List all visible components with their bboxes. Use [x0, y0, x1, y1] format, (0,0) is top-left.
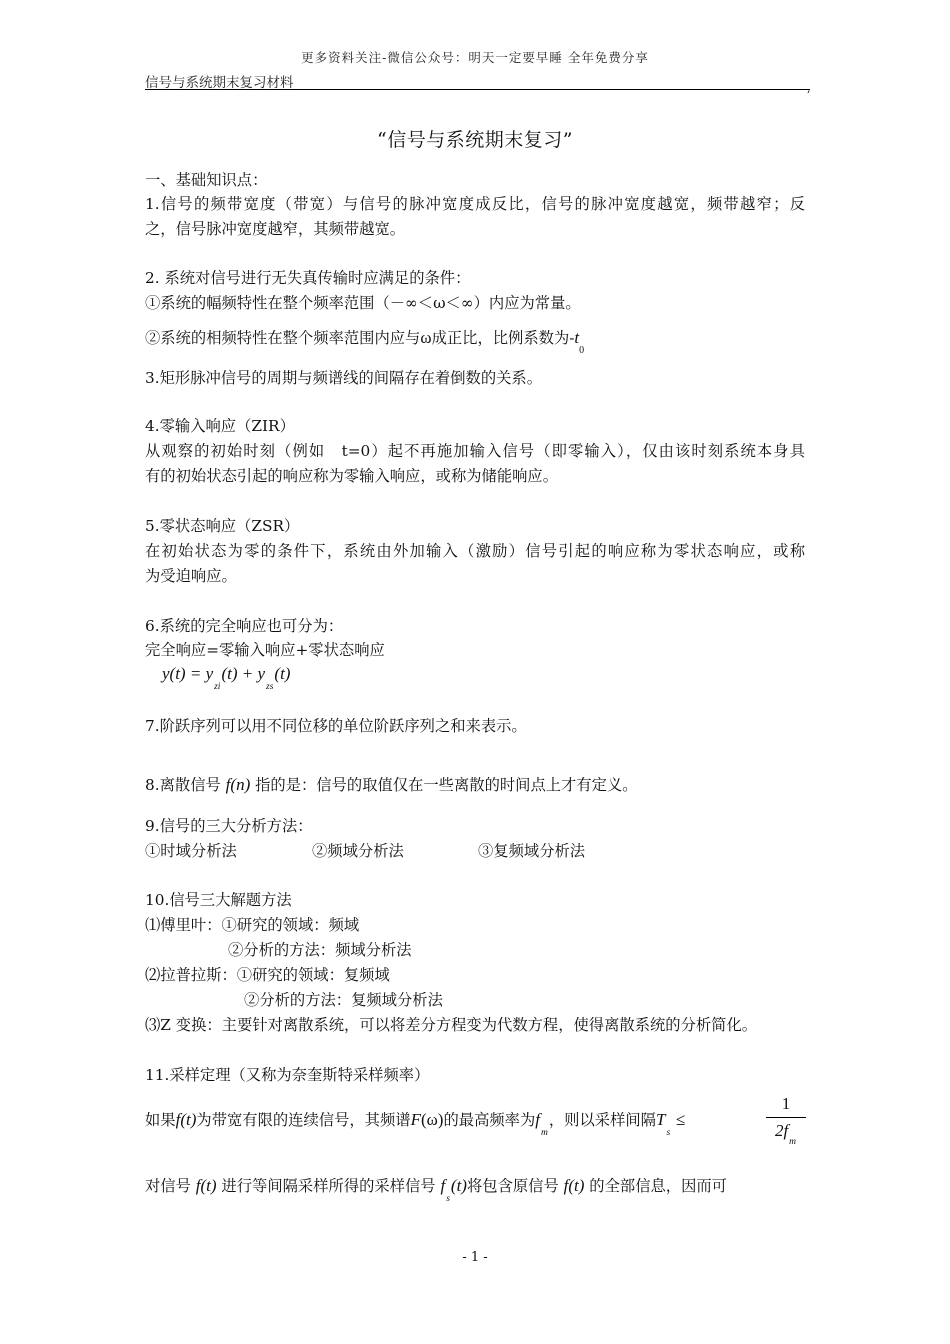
sampling-fraction [766, 1094, 806, 1147]
sampling-text-c: 的最高频率为 [443, 1111, 536, 1129]
fraction-bar [766, 1117, 806, 1118]
omega-symbol: ω [420, 328, 432, 347]
point-9-method-2: ②频域分析法 [312, 842, 404, 860]
t-argument: (t) [450, 1176, 467, 1195]
header-rule [145, 89, 810, 90]
less-equal-symbol: ≤ [676, 1110, 686, 1129]
point-8 [145, 775, 638, 795]
point-8-text-a: 8.离散信号 [145, 776, 221, 794]
f-symbol: f [175, 1110, 181, 1129]
point-10-laplace-field: ⑵拉普拉斯：①研究的领域：复频域 [145, 966, 390, 984]
sampling-line3-text-c: 将包含原信号 [466, 1177, 559, 1195]
sampling-text-d: ，则以采样间隔 [548, 1111, 656, 1129]
equation-sub-zi: zi [214, 682, 221, 692]
sampling-line3-text-a: 对信号 [145, 1177, 191, 1195]
point-10-z-transform: ⑶Z 变换：主要针对离散系统，可以将差分方程变为代数方程，使得离散系统的分析简化。 [145, 1016, 758, 1034]
t-subscript: 0 [579, 345, 585, 356]
point-10-fourier-method: ②分析的方法：频域分析法 [228, 941, 412, 959]
t-symbol: t [574, 328, 580, 347]
equation-lhs: y(t) = y [162, 664, 214, 683]
point-11-line-2 [145, 1110, 686, 1138]
point-1-line-1: 1.信号的频带宽度（带宽）与信号的脉冲宽度成反比，信号的脉冲宽度越宽，频带越窄；反 [145, 195, 805, 213]
omega-argument: (ω) [420, 1110, 444, 1129]
page-number: - 1 - [462, 1250, 488, 1265]
point-6-line-2: 完全响应=零输入响应+零状态响应 [145, 641, 385, 659]
equation-end: (t) [274, 664, 291, 683]
fraction-den-text: 2f [774, 1121, 789, 1140]
f-symbol: f [225, 775, 231, 794]
fm-subscript: m [541, 1128, 548, 1138]
sampling-text-b: 为带宽有限的连续信号，其频谱 [196, 1111, 411, 1129]
point-7: 7.阶跃序列可以用不同位移的单位阶跃序列之和来表示。 [145, 717, 527, 735]
t-argument: (t) [200, 1176, 217, 1195]
document-title: “信号与系统期末复习” [377, 129, 573, 151]
point-5-line-1: 5.零状态响应（ZSR） [145, 517, 300, 535]
point-2-line-2: ①系统的幅频特性在整个频率范围（－∞＜ω＜∞）内应为常量。 [145, 294, 581, 312]
point-6-line-1: 6.系统的完全响应也可分为： [145, 617, 344, 635]
point-4-line-1: 4.零输入响应（ZIR） [145, 417, 295, 435]
fraction-denominator [766, 1121, 806, 1147]
point-2-line-3-text-b: 成正比，比例系数为- [431, 329, 575, 347]
point-11-line-3 [145, 1176, 727, 1204]
point-5-line-2: 在初始状态为零的条件下，系统由外加输入（激励）信号引起的响应称为零状态响应，或称 [145, 542, 805, 560]
point-5-line-3: 为受迫响应。 [145, 567, 237, 585]
point-11-line-1: 11.采样定理（又称为奈奎斯特采样频率） [145, 1066, 430, 1084]
F-symbol: F [410, 1110, 421, 1129]
point-9-method-3: ③复频域分析法 [478, 842, 586, 860]
point-2-line-3-text-a: ②系统的相频特性在整个频率范围内应与 [145, 329, 421, 347]
header-trailing-mark: , [807, 82, 811, 95]
f-symbol: f [563, 1176, 569, 1195]
point-2-line-3 [145, 328, 585, 356]
point-1-line-2: 之，信号脉冲宽度越窄，其频带越宽。 [145, 220, 406, 238]
point-10-laplace-method: ②分析的方法：复频域分析法 [244, 991, 443, 1009]
sampling-line3-text-b: 进行等间隔采样所得的采样信号 [221, 1177, 436, 1195]
point-3: 3.矩形脉冲信号的周期与频谱线的间隔存在着倒数的关系。 [145, 369, 543, 387]
point-4-line-2: 从观察的初始时刻（例如 t=0）起不再施加输入信号（即零输入），仅由该时刻系统本身具 [145, 442, 805, 460]
point-4-line-3: 有的初始状态引起的响应称为零输入响应，或称为储能响应。 [145, 467, 559, 485]
running-header: 信号与系统期末复习材料 [145, 75, 294, 91]
fs-subscript: s [446, 1194, 450, 1204]
equation-sub-zs: zs [266, 682, 274, 692]
point-2-line-1: 2. 系统对信号进行无失真传输时应满足的条件： [145, 269, 471, 287]
t-argument: (t) [180, 1110, 197, 1129]
t-argument: (t) [568, 1176, 585, 1195]
point-10-fourier-field: ⑴傅里叶：①研究的领域：频域 [145, 916, 360, 934]
fm-symbol: f [535, 1110, 540, 1129]
fraction-numerator: 1 [781, 1094, 791, 1113]
point-9-line-1: 9.信号的三大分析方法： [145, 817, 313, 835]
fs-symbol: f [440, 1176, 446, 1195]
Ts-subscript: s [666, 1128, 671, 1138]
top-banner: 更多资料关注-微信公众号：明天一定要早睡 全年免费分享 [301, 50, 649, 65]
point-9-method-1: ①时域分析法 [145, 842, 237, 860]
T-symbol: T [655, 1110, 666, 1129]
point-10-line-1: 10.信号三大解题方法 [145, 891, 292, 909]
sampling-line3-text-d: 的全部信息，因而可 [589, 1177, 727, 1195]
point-8-text-b: 指的是：信号的取值仅在一些离散的时间点上才有定义。 [255, 776, 638, 794]
n-argument: (n) [230, 775, 251, 794]
equation-mid: (t) + y [221, 664, 266, 683]
response-equation [162, 664, 291, 692]
f-symbol: f [195, 1176, 201, 1195]
sampling-text-a: 如果 [145, 1111, 176, 1129]
fraction-den-subscript: m [789, 1137, 797, 1147]
section-heading: 一、基础知识点： [145, 171, 268, 189]
